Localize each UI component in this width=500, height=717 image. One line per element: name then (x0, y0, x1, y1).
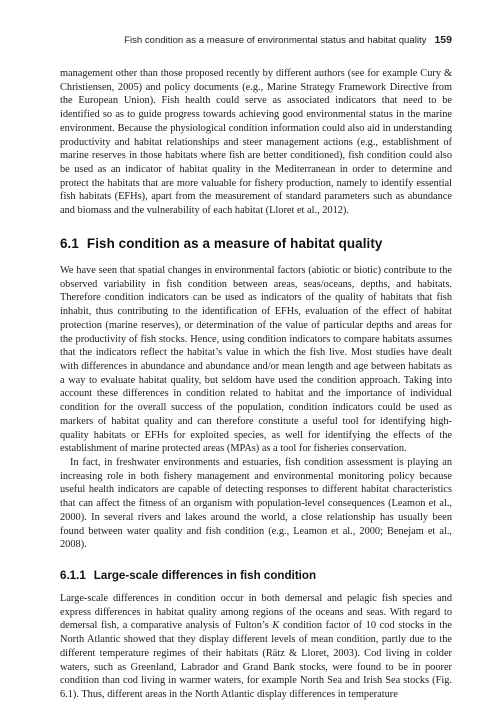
subsection-number: 6.1.1 (60, 569, 86, 582)
running-header (60, 34, 452, 48)
section-heading-6-1 (60, 236, 452, 251)
subsection-heading-6-1-1 (60, 569, 452, 582)
paragraph-text-end: condition factor of 10 cod stocks in the North Atlantic showed that they display different levels of mean condition, partly due to the different temperature regimes of their habitats (Rätz & Lloret, 2003). Cod living in colder waters, such as Greenland, Labrador and Grand Bank stocks, were found to be in poorer condition than cod living in warmer waters, for example North Sea and Irish Sea stocks (Fig. 6.1). Thus, different areas in the North Atlantic display differences in temperature (60, 620, 452, 701)
paragraph-text-start: Large-scale differences in condition occur in both demersal and pelagic fish species and express differences in habitat quality among regions of the oceans and seas. With regard to demersal fish, a comparative analysis of Fulton’s (60, 593, 452, 632)
subsection-title: Large-scale differences in fish condition (93, 569, 317, 582)
section-6-1-1-paragraph (60, 592, 452, 702)
page-number: 159 (434, 34, 452, 46)
running-title: Fish condition as a measure of environmental status and habitat quality (124, 35, 427, 46)
section-title: Fish condition as a measure of habitat quality (86, 235, 383, 251)
k-factor-symbol: K (272, 620, 280, 632)
page-content (60, 34, 452, 702)
section-6-1-paragraph-2: In fact, in freshwater environments and estuaries, fish condition assessment is playing an increasing role in both fishery management and environmental monitoring policy because useful health indicators are capable of detecting responses to different habitat characteristics that can affect the fitness of an organism with population-level consequences (Leamon et al., 2000). In several rivers and lakes around the world, a close relationship has usually been found between water quality and fish condition (e.g., Leamon et al., 2000; Benejam et al., 2008). (60, 456, 452, 551)
section-6-1-paragraph-1: We have seen that spatial changes in environmental factors (abiotic or biotic) contribute to the observed variability in fish condition between areas, seas/oceans, depths, and habitats. Therefore condition indicators can be used as indicators of the quality of habitats that fish inhabit, thus contributing to the identification of EFHs, evaluation of the effect of habitat protection (marine reserves), or determination of the value of particular depths and areas for the productivity of fish stocks. Hence, using condition indicators to compare habitats assumes that the indicators reflect the habitat’s value in which the fish live. Most studies have dealt with differences in abundance and abundance and/or mean length and age between habitats as a way to evaluate habitat quality, but seldom have used the condition approach. Taking into account these differences in condition related to habitat and the importance of individual condition for the overall success of the population, condition indicators could be used as markers of habitat quality and can therefore constitute a useful tool for identifying high-quality habitats or EFHs for exploited species, as well for identifying the effects of the establishment of marine protected areas (MPAs) as a tool for fisheries conservation. (60, 264, 452, 455)
section-number: 6.1 (60, 235, 79, 251)
intro-paragraph: management other than those proposed recently by different authors (see for example Cury & Christiensen, 2005) and policy documents (e.g., Marine Strategy Framework Directive from the European Union). Fish health could serve as associated indicators that need to be identified so as to guide progress towards achieving good environmental status in the marine environment. Because the physiological condition information could also aid in understanding productivity and habitat relationships and steer management actions (e.g., establishment of marine reserves in those habitats where fish are better conditioned), fish condition could also be used as an indicator of habitat quality in the Mediterranean in order to determine and protect the habitats that are more valuable for fishery production, namely to identify essential fish habitats (EFHs), apart from the measurement of standard parameters such as abundance and biomass and the vulnerability of each habitat (Lloret et al., 2012). (60, 68, 452, 217)
